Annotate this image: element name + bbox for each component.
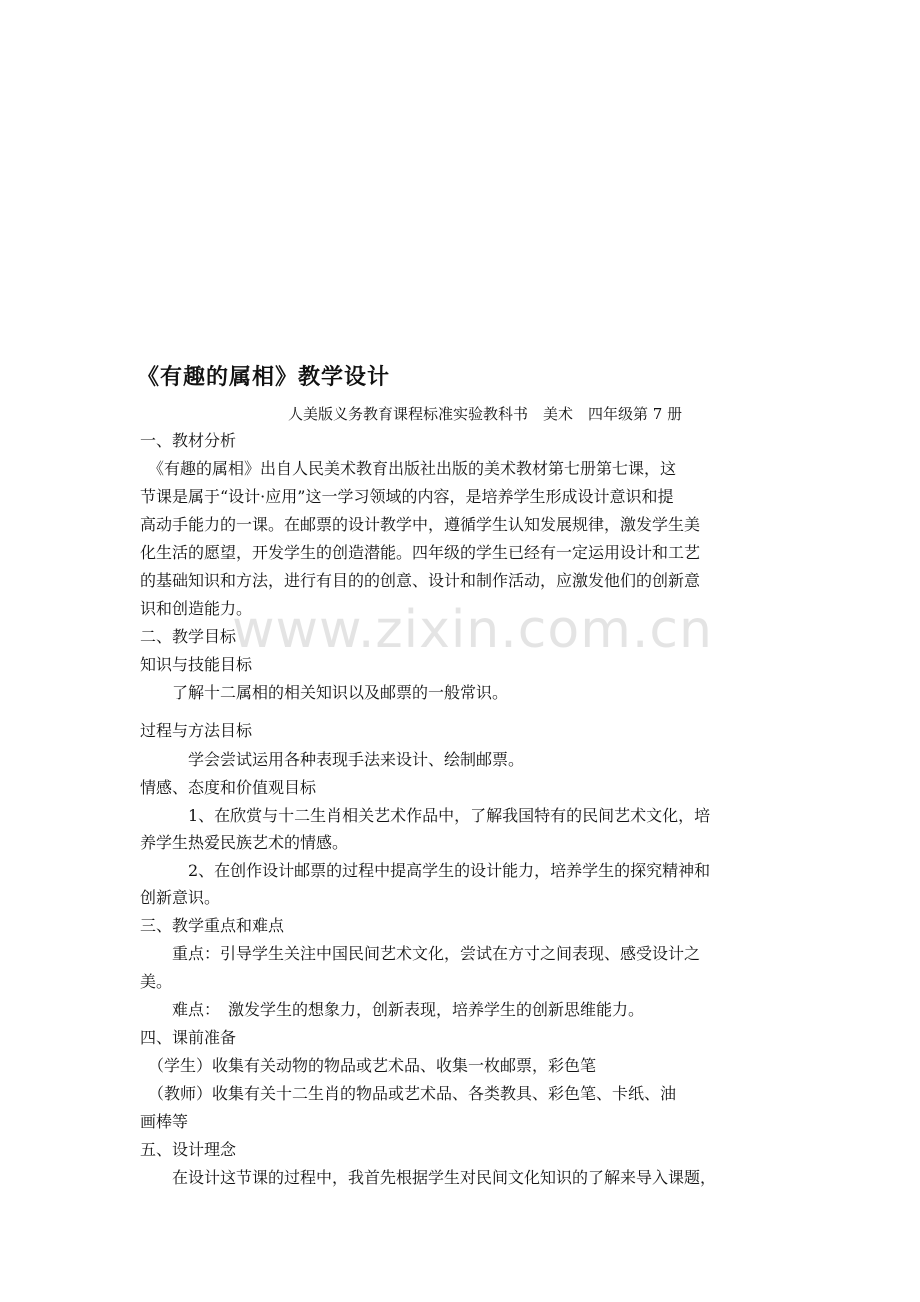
paragraph-line: 学会尝试运用各种表现手法来设计、绘制邮票。 — [140, 750, 525, 769]
paragraph-line: 1、在欣赏与十二生肖相关艺术作品中，了解我国特有的民间艺术文化，培 — [140, 806, 711, 825]
subheading: 过程与方法目标 — [140, 721, 253, 740]
document-subtitle: 人美版义务教育课程标准实验教科书 美术 四年级第 7 册 — [288, 405, 683, 423]
paragraph-line: （教师）收集有关十二生肖的物品或艺术品、各类教具、彩色笔、卡纸、油 — [140, 1084, 677, 1103]
paragraph-line: 2、在创作设计邮票的过程中提高学生的设计能力，培养学生的探究精神和 — [140, 861, 711, 880]
paragraph-line: 《有趣的属相》出自人民美术教育出版社出版的美术教材第七册第七课，这 — [140, 459, 677, 478]
section-heading-1: 一、教材分析 — [140, 431, 237, 450]
subheading: 知识与技能目标 — [140, 655, 253, 674]
paragraph-line: 养学生热爱民族艺术的情感。 — [140, 833, 349, 852]
paragraph-line: 高动手能力的一课。在邮票的设计教学中，遵循学生认知发展规律，激发学生美 — [140, 515, 701, 534]
paragraph-line: 难点： 激发学生的想象力，创新表现，培养学生的创新思维能力。 — [140, 1000, 645, 1019]
section-heading-3: 三、教学重点和难点 — [140, 916, 285, 935]
paragraph-line: 重点：引导学生关注中国民间艺术文化，尝试在方寸之间表现、感受设计之 — [140, 944, 701, 963]
paragraph-line: 画棒等 — [140, 1112, 189, 1131]
document-title: 《有趣的属相》教学设计 — [137, 364, 391, 390]
paragraph-line: 了解十二属相的相关知识以及邮票的一般常识。 — [140, 683, 509, 702]
paragraph-line: 在设计这节课的过程中，我首先根据学生对民间文化知识的了解来导入课题， — [140, 1168, 717, 1187]
section-heading-5: 五、设计理念 — [140, 1140, 237, 1159]
section-heading-2: 二、教学目标 — [140, 627, 237, 646]
paragraph-line: 识和创造能力。 — [140, 599, 253, 618]
paragraph-line: 创新意识。 — [140, 888, 221, 907]
paragraph-line: （学生）收集有关动物的物品或艺术品、收集一枚邮票，彩色笔 — [140, 1056, 597, 1075]
section-heading-4: 四、课前准备 — [140, 1028, 237, 1047]
paragraph-line: 美。 — [140, 972, 173, 991]
paragraph-line: 节课是属于“设计·应用”这一学习领域的内容，是培养学生形成设计意识和提 — [140, 487, 674, 506]
watermark: www.zixin.com.cn — [232, 600, 713, 660]
paragraph-line: 化生活的愿望，开发学生的创造潜能。四年级的学生已经有一定运用设计和工艺 — [140, 543, 701, 562]
subheading: 情感、态度和价值观目标 — [140, 778, 317, 797]
paragraph-line: 的基础知识和方法，进行有目的的创意、设计和制作活动，应激发他们的创新意 — [140, 571, 701, 590]
